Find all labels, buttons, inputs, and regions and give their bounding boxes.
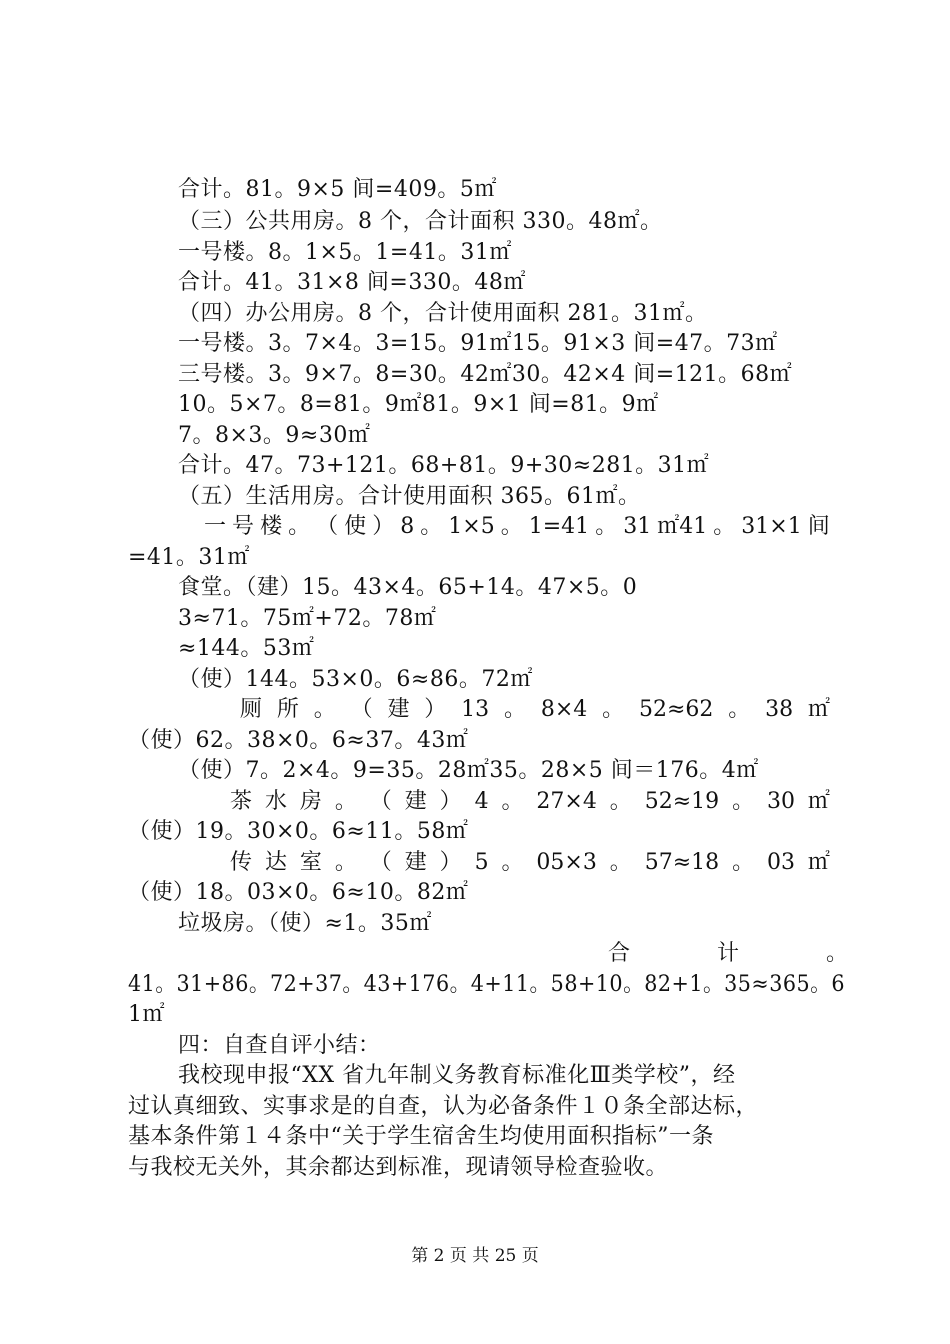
- text-line: 7。8×3。9≈30㎡: [178, 423, 371, 448]
- text-token: （: [369, 850, 392, 875]
- text-token: 30: [767, 789, 795, 814]
- text-token: 建: [387, 697, 410, 722]
- text-token: 茶: [230, 789, 253, 814]
- justified-line: [204, 512, 830, 542]
- text-token: 所: [276, 697, 299, 722]
- text-line: （使）62。38×0。6≈37。43㎡: [128, 728, 469, 753]
- text-line: 与我校无关外，其余都达到标准，现请领导检查验收。: [128, 1155, 669, 1180]
- text-token: 使: [344, 514, 367, 539]
- text-token: 5: [474, 850, 489, 875]
- text-line: 合计。47。73+121。68+81。9+30≈281。31㎡: [178, 453, 710, 478]
- text-token: 达: [264, 850, 287, 875]
- text-token: 8×4: [540, 697, 588, 722]
- text-token: 。: [501, 789, 524, 814]
- text-token: （: [350, 697, 373, 722]
- text-line: 1㎡: [128, 1002, 165, 1027]
- text-token: ）: [439, 850, 462, 875]
- text-token: 。: [728, 697, 751, 722]
- text-token: ）: [439, 789, 462, 814]
- text-token: 。: [595, 514, 618, 539]
- text-token: 31×1: [741, 514, 802, 539]
- text-token: 间: [807, 514, 830, 539]
- text-token: 1=41: [528, 514, 590, 539]
- text-token: 传: [230, 850, 253, 875]
- text-token: ）: [424, 697, 447, 722]
- text-line: 三号楼。3。9×7。8=30。42㎡30。42×4 间=121。68㎡: [178, 362, 793, 387]
- text-token: 厕: [240, 697, 263, 722]
- text-token: 4: [474, 789, 489, 814]
- text-token: 一: [204, 514, 227, 539]
- section-heading: 四：自查自评小结：: [178, 1033, 381, 1058]
- text-token: 水: [264, 789, 287, 814]
- text-token: 13: [461, 697, 490, 722]
- text-token: 。: [501, 850, 524, 875]
- text-line: 41。31+86。72+37。43+176。4+11。58+10。82+1。35≈365。6: [128, 972, 845, 997]
- text-token: 03: [767, 850, 795, 875]
- text-line: （使）19。30×0。6≈11。58㎡: [128, 819, 469, 844]
- text-token: 。: [288, 514, 311, 539]
- text-token: 05×3: [536, 850, 597, 875]
- text-line: 垃圾房。（使）≈1。35㎡: [178, 911, 432, 936]
- text-token: 建: [404, 850, 427, 875]
- text-token: 。: [334, 789, 357, 814]
- text-line: （四）办公用房。8 个，合计使用面积 281。31㎡。: [178, 301, 708, 326]
- text-line: ≈144。53㎡: [178, 636, 315, 661]
- text-token: 。: [420, 514, 443, 539]
- text-line: 合计。81。9×5 间=409。5㎡: [178, 177, 497, 202]
- text-token: 。: [732, 850, 755, 875]
- text-line: （五）生活用房。合计使用面积 365。61㎡。: [178, 484, 641, 509]
- text-token: ㎡: [807, 697, 830, 722]
- text-token: 38: [765, 697, 794, 722]
- text-token: 52≈19: [644, 789, 720, 814]
- text-token: 。: [313, 697, 336, 722]
- justified-line: [240, 695, 830, 725]
- text-token: ㎡41: [657, 514, 708, 539]
- text-token: 。: [334, 850, 357, 875]
- text-token: 。: [825, 941, 848, 966]
- text-line: （使）18。03×0。6≈10。82㎡: [128, 880, 469, 905]
- text-token: 。: [609, 850, 632, 875]
- text-token: 27×4: [536, 789, 597, 814]
- text-token: 8: [400, 514, 415, 539]
- text-token: 52≈62: [639, 697, 714, 722]
- justified-line: [230, 848, 830, 878]
- text-line: （使）144。53×0。6≈86。72㎡: [178, 667, 533, 692]
- page-footer: 第 2 页 共 25 页: [411, 1246, 539, 1266]
- text-token: （: [369, 789, 392, 814]
- text-token: 。: [504, 697, 527, 722]
- text-token: 号: [232, 514, 255, 539]
- text-token: 。: [732, 789, 755, 814]
- text-line: （使）7。2×4。9=35。28㎡35。28×5 间＝176。4㎡: [178, 758, 759, 783]
- text-token: ）: [372, 514, 395, 539]
- text-token: 室: [299, 850, 322, 875]
- text-token: 计: [716, 941, 739, 966]
- text-token: 1×5: [448, 514, 495, 539]
- text-line: 过认真细致、实事求是的自查，认为必备条件１０条全部达标，: [128, 1094, 759, 1119]
- text-token: ㎡: [807, 789, 830, 814]
- text-token: 。: [602, 697, 625, 722]
- text-token: ㎡: [807, 850, 830, 875]
- text-token: （: [316, 514, 339, 539]
- text-token: 31: [623, 514, 652, 539]
- text-line: 10。5×7。8=81。9㎡81。9×1 间=81。9㎡: [178, 392, 659, 417]
- text-line: =41。31㎡: [128, 545, 250, 570]
- text-token: 楼: [260, 514, 283, 539]
- justified-line: [608, 939, 848, 969]
- text-token: 房: [299, 789, 322, 814]
- text-line: （三）公共用房。8 个，合计面积 330。48㎡。: [178, 209, 663, 234]
- text-line: 基本条件第１４条中“关于学生宿舍生均使用面积指标”一条: [128, 1124, 714, 1149]
- text-token: 。: [713, 514, 736, 539]
- justified-line: [230, 787, 830, 817]
- text-line: 一号楼。8。1×5。1=41。31㎡: [178, 240, 512, 265]
- text-line: 3≈71。75㎡+72。78㎡: [178, 606, 437, 631]
- text-token: 。: [609, 789, 632, 814]
- text-token: 。: [500, 514, 523, 539]
- text-line: 一号楼。3。7×4。3=15。91㎡15。91×3 间=47。73㎡: [178, 331, 778, 356]
- text-token: 57≈18: [644, 850, 720, 875]
- text-token: 合: [608, 941, 631, 966]
- text-line: 合计。41。31×8 间=330。48㎡: [178, 270, 526, 295]
- text-token: 建: [404, 789, 427, 814]
- text-line: 食堂。（建）15。43×4。65+14。47×5。0: [178, 575, 638, 600]
- text-line: 我校现申报“XX 省九年制义务教育标准化Ⅲ类学校”，经: [178, 1063, 736, 1088]
